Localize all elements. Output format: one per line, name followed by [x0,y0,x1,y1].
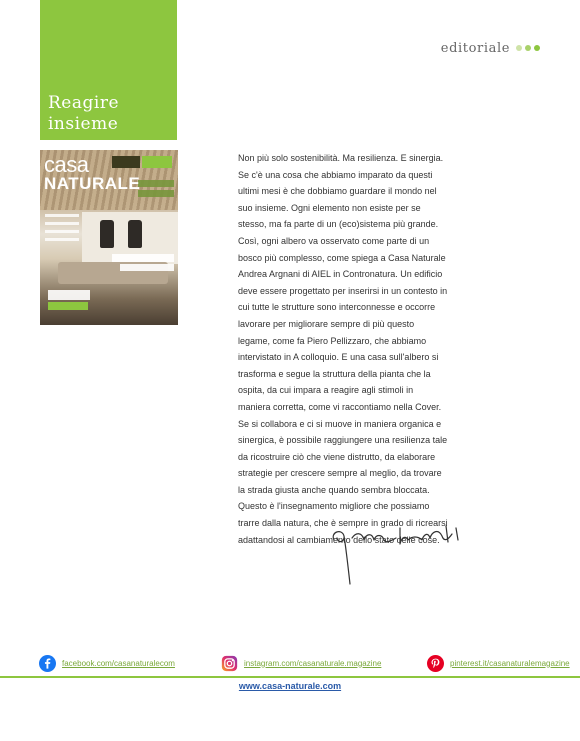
pinterest-icon [427,655,444,672]
facebook-icon [39,655,56,672]
instagram-link[interactable] [221,653,381,673]
section-label-text: editoriale [440,40,510,56]
dots-icon [516,45,540,51]
pinterest-link[interactable] [427,653,570,673]
pinterest-link-text[interactable]: pinterest.it/casanaturalemagazine [450,658,570,668]
cover-masthead: casa NATURALE [44,152,141,193]
instagram-link-text[interactable]: instagram.com/casanaturale.magazine [244,658,382,668]
signature-image [328,518,468,588]
magazine-cover [40,150,178,325]
page-title-line2: insieme [48,114,119,134]
facebook-link[interactable] [39,653,175,673]
facebook-link-text[interactable]: facebook.com/casanaturalecom [62,658,175,668]
instagram-icon [221,655,238,672]
website-link[interactable]: www.casa-naturale.com [238,681,342,691]
editorial-text: Non più solo sostenibilità. Ma resilienza. E sinergia. Se c'è una cosa che abbiamo imparato da questi ultimi mesi è che dobbiamo guardare il mondo nel suo insieme. Ogni elemento non esiste per se stesso, ma fa parte di un (eco)sistema più grande. Così, ogni albero va osservato come parte di un bosco più complesso, come spiega a Casa Naturale Andrea Argnani di AIEL in Contronatura. Un edificio deve essere progettato per inserirsi in un contesto in cui tutte le strutture sono interconnesse e occorre lavorare per migliorare sempre di più questo legame, come fa Piero Pellizzaro, che abbiamo intervistato in A colloquio. E una casa sull'albero si trasforma e segue la struttura della pianta che la ospita, da cui impara a reagire agli stimoli in maniera corretta, come vi raccontiamo nella Cover. Se si collabora e ci si muove in maniera organica e sinergica, è possibile raggiungere una resilienza tale da ricostruire ciò che viene distrutto, da elaborare strategie per crescere sempre al meglio, da trovare la strada giusta anche quando sembra bloccata. Questo è l'insegnamento migliore che possiamo trarre dalla natura, che è sempre in grado di ricrearsi adattandosi al cambiamento dello stato delle cose. [238,153,448,545]
page-title-line1: Reagire [48,93,120,113]
llama-figure [128,220,142,248]
footer-divider [0,676,580,678]
page-title [48,93,173,135]
section-label [441,40,540,56]
llama-figure [100,220,114,248]
